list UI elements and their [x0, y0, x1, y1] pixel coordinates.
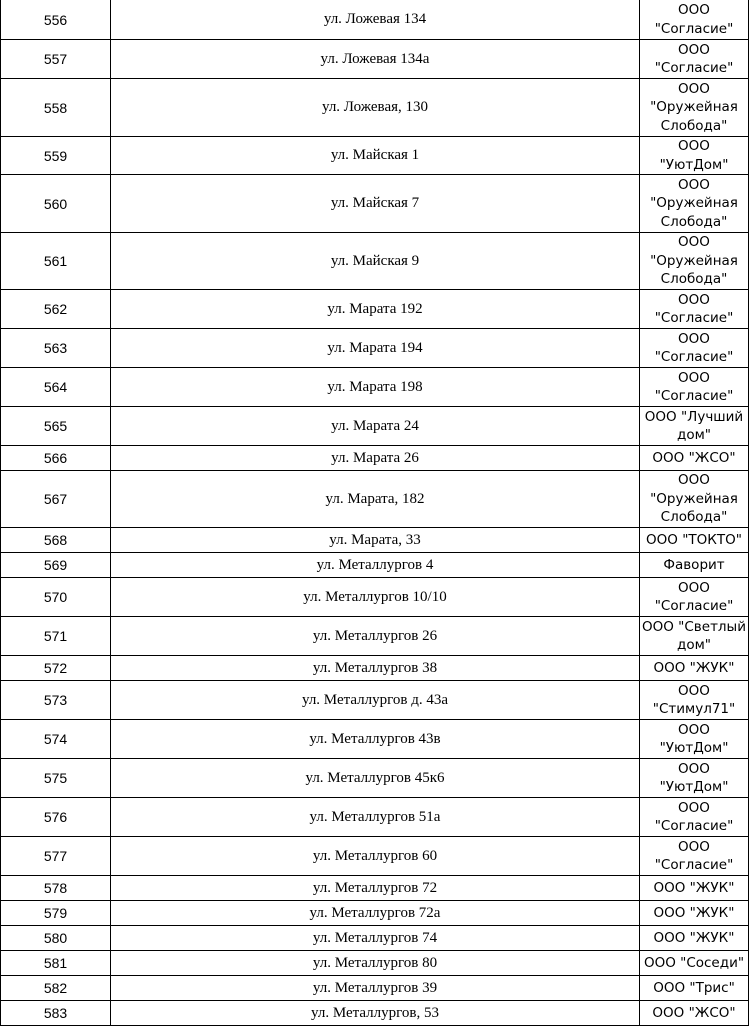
row-organization: ООО "Стимул71" [640, 681, 749, 720]
row-address: ул. Майская 9 [111, 233, 640, 290]
table-row [1, 471, 749, 528]
row-address: ул. Металлургов 72а [111, 901, 640, 926]
row-organization: ООО "Согласие" [640, 368, 749, 407]
table-body [1, 0, 749, 1026]
row-address: ул. Металлургов д. 43а [111, 681, 640, 720]
row-organization: ООО "Светлый дом" [640, 617, 749, 656]
row-organization: ООО "Согласие" [640, 837, 749, 876]
row-organization: ООО "ЖУК" [640, 656, 749, 681]
row-address: ул. Майская 7 [111, 175, 640, 233]
table-row [1, 578, 749, 617]
row-number: 568 [1, 528, 111, 553]
table-row [1, 407, 749, 446]
row-number: 579 [1, 901, 111, 926]
row-address: ул. Металлургов 45к6 [111, 759, 640, 798]
row-organization: ООО "Оружейная Слобода" [640, 233, 749, 290]
row-number: 564 [1, 368, 111, 407]
row-number: 562 [1, 290, 111, 329]
table-row [1, 976, 749, 1001]
row-organization: ООО "ЖСО" [640, 446, 749, 471]
row-address: ул. Марата, 33 [111, 528, 640, 553]
row-number: 571 [1, 617, 111, 656]
row-address: ул. Марата 192 [111, 290, 640, 329]
row-number: 566 [1, 446, 111, 471]
row-organization: ООО "Согласие" [640, 0, 749, 40]
row-organization: ООО "Трис" [640, 976, 749, 1001]
table-row [1, 837, 749, 876]
row-organization: ООО "Соседи" [640, 951, 749, 976]
row-address: ул. Марата 26 [111, 446, 640, 471]
row-number: 569 [1, 553, 111, 578]
row-number: 575 [1, 759, 111, 798]
row-organization: ООО "Лучший дом" [640, 407, 749, 446]
row-address: ул. Металлургов 80 [111, 951, 640, 976]
row-address: ул. Металлургов 39 [111, 976, 640, 1001]
row-number: 557 [1, 40, 111, 79]
table-row [1, 79, 749, 137]
row-address: ул. Металлургов 10/10 [111, 578, 640, 617]
row-number: 561 [1, 233, 111, 290]
row-address: ул. Металлургов 60 [111, 837, 640, 876]
row-address: ул. Металлургов 43в [111, 720, 640, 759]
row-address: ул. Ложевая 134 [111, 0, 640, 40]
row-number: 573 [1, 681, 111, 720]
table-row [1, 40, 749, 79]
row-address: ул. Майская 1 [111, 137, 640, 175]
row-number: 560 [1, 175, 111, 233]
table-row [1, 553, 749, 578]
row-organization: ООО "УютДом" [640, 759, 749, 798]
row-number: 578 [1, 876, 111, 901]
row-number: 558 [1, 79, 111, 137]
row-number: 559 [1, 137, 111, 175]
row-address: ул. Металлургов 38 [111, 656, 640, 681]
row-number: 567 [1, 471, 111, 528]
table-row [1, 175, 749, 233]
row-address: ул. Металлургов 4 [111, 553, 640, 578]
row-number: 580 [1, 926, 111, 951]
table-row [1, 759, 749, 798]
table-row [1, 233, 749, 290]
table-row [1, 656, 749, 681]
table-row [1, 329, 749, 368]
row-number: 572 [1, 656, 111, 681]
row-organization: Фаворит [640, 553, 749, 578]
row-number: 556 [1, 0, 111, 40]
row-organization: ООО "Согласие" [640, 578, 749, 617]
row-organization: ООО "Оружейная Слобода" [640, 175, 749, 233]
table-row [1, 681, 749, 720]
row-address: ул. Ложевая, 130 [111, 79, 640, 137]
row-organization: ООО "ЖУК" [640, 876, 749, 901]
table-row [1, 876, 749, 901]
row-organization: ООО "ЖУК" [640, 901, 749, 926]
table-row [1, 137, 749, 175]
row-number: 583 [1, 1001, 111, 1026]
row-organization: ООО "УютДом" [640, 720, 749, 759]
table-row [1, 901, 749, 926]
row-address: ул. Марата 198 [111, 368, 640, 407]
row-organization: ООО "УютДом" [640, 137, 749, 175]
row-address: ул. Металлургов, 53 [111, 1001, 640, 1026]
row-address: ул. Марата, 182 [111, 471, 640, 528]
row-number: 581 [1, 951, 111, 976]
row-address: ул. Марата 194 [111, 329, 640, 368]
row-number: 574 [1, 720, 111, 759]
row-number: 570 [1, 578, 111, 617]
table-row [1, 617, 749, 656]
row-organization: ООО "Согласие" [640, 40, 749, 79]
row-address: ул. Металлургов 72 [111, 876, 640, 901]
table-row [1, 798, 749, 837]
row-address: ул. Металлургов 74 [111, 926, 640, 951]
row-address: ул. Ложевая 134а [111, 40, 640, 79]
table-row [1, 290, 749, 329]
row-organization: ООО "Согласие" [640, 798, 749, 837]
row-number: 582 [1, 976, 111, 1001]
row-organization: ООО "Согласие" [640, 290, 749, 329]
table-row [1, 926, 749, 951]
row-organization: ООО "ЖУК" [640, 926, 749, 951]
table-row [1, 0, 749, 40]
table-row [1, 446, 749, 471]
row-number: 565 [1, 407, 111, 446]
row-organization: ООО "Оружейная Слобода" [640, 471, 749, 528]
table-row [1, 528, 749, 553]
row-address: ул. Металлургов 51а [111, 798, 640, 837]
row-organization: ООО "ТОКТО" [640, 528, 749, 553]
table-row [1, 368, 749, 407]
row-number: 563 [1, 329, 111, 368]
table-row [1, 720, 749, 759]
row-organization: ООО "Согласие" [640, 329, 749, 368]
row-organization: ООО "ЖСО" [640, 1001, 749, 1026]
row-address: ул. Металлургов 26 [111, 617, 640, 656]
table-row [1, 951, 749, 976]
row-organization: ООО "Оружейная Слобода" [640, 79, 749, 137]
table-row [1, 1001, 749, 1026]
row-number: 576 [1, 798, 111, 837]
row-number: 577 [1, 837, 111, 876]
row-address: ул. Марата 24 [111, 407, 640, 446]
